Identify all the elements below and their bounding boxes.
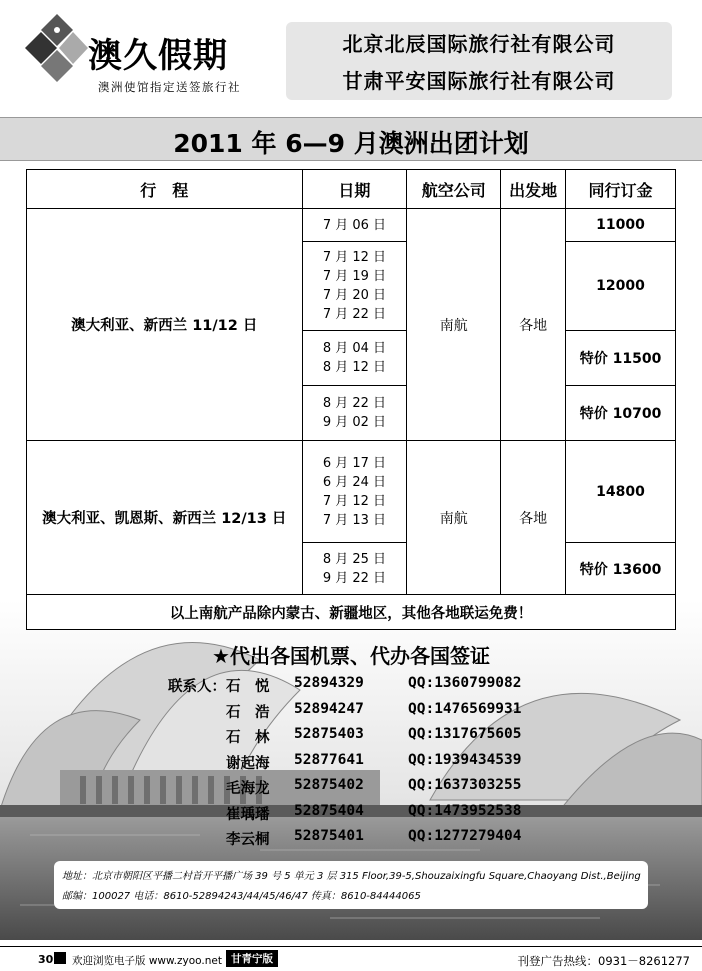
header-date: 日期 <box>302 170 407 209</box>
date-cell: 8 月 25 日 9 月 22 日 <box>302 543 407 595</box>
contact-phone: 52875402 <box>294 777 364 793</box>
transfer-note: 以上南航产品除内蒙古、新疆地区，其他各地联运免费！ <box>27 595 676 630</box>
diamond-logo-icon <box>24 12 90 84</box>
price-cell: 12000 <box>566 242 676 331</box>
contact-name: 石 悦 <box>226 679 270 695</box>
contact-name: 谢起海 <box>226 755 270 772</box>
contact-qq: QQ:1939434539 <box>408 751 522 768</box>
contact-name: 石 浩 <box>226 704 270 721</box>
company-name-1: 北京北辰国际旅行社有限公司 <box>342 32 616 56</box>
date-cell: 7 月 06 日 <box>302 209 407 242</box>
date-cell: 6 月 17 日 6 月 24 日 7 月 12 日 7 月 13 日 <box>302 441 407 543</box>
price-cell: 特价 11500 <box>566 331 676 386</box>
ad-hotline: 刊登广告热线：0931－8261277 <box>517 954 690 968</box>
departure-cell: 各地 <box>501 209 566 441</box>
contact-qq: QQ:1277279404 <box>408 828 522 844</box>
airline-cell: 南航 <box>407 441 501 595</box>
tour-table <box>26 169 676 630</box>
page-mark-icon <box>54 952 66 964</box>
contact-name: 毛海龙 <box>226 781 270 797</box>
contact-phone: 52875401 <box>294 828 364 844</box>
service-slogan: ★代出各国机票、代办各国签证 <box>212 644 490 668</box>
footer <box>0 946 702 971</box>
header-deposit: 同行订金 <box>566 170 676 209</box>
date-cell: 7 月 12 日 7 月 19 日 7 月 20 日 7 月 22 日 <box>302 242 407 331</box>
table-note-row <box>27 595 676 630</box>
contact-phone: 52875404 <box>294 802 364 819</box>
address-box <box>54 861 648 909</box>
price-cell: 11000 <box>566 209 676 242</box>
footer-website: 欢迎浏览电子版 www.zyoo.net <box>72 955 222 967</box>
company-name-2: 甘肃平安国际旅行社有限公司 <box>342 69 616 93</box>
zip-phone-fax-line: 邮编：100027 电话：8610-52894243/44/45/46/47 传真：8610-84444065 <box>62 891 421 902</box>
contact-qq: QQ:1473952538 <box>408 802 522 819</box>
brand-name: 澳久假期 <box>88 36 228 76</box>
contact-name: 石 林 <box>226 730 270 746</box>
title-band <box>0 117 702 161</box>
address-line: 地址：北京市朝阳区平播二村首开平播广场 39 号 5 单元 3 层 315 Floor,39-5,Shouzaixingfu Square,Chaoyang Dist.,Beijing <box>62 871 641 882</box>
contact-phone: 52894329 <box>294 675 364 691</box>
contact-qq: QQ:1317675605 <box>408 726 522 742</box>
contact-phone: 52875403 <box>294 726 364 742</box>
date-cell: 8 月 22 日 9 月 02 日 <box>302 386 407 441</box>
table-header-row <box>27 170 676 209</box>
contact-label: 联系人： <box>168 679 226 695</box>
route-cell: 澳大利亚、新西兰 11/12 日 <box>27 209 303 441</box>
company-box <box>286 22 672 100</box>
departure-cell: 各地 <box>501 441 566 595</box>
edition-badge: 甘青宁版 <box>226 950 278 967</box>
price-cell: 特价 13600 <box>566 543 676 595</box>
header-departure: 出发地 <box>501 170 566 209</box>
header-route: 行 程 <box>27 170 303 209</box>
table-row <box>27 441 676 543</box>
brand-subtitle: 澳洲使馆指定送签旅行社 <box>98 80 241 94</box>
page-title: 2011 年 6—9 月澳洲出团计划 <box>173 129 529 158</box>
contact-name: 崔瑀璠 <box>226 806 270 823</box>
date-cell: 8 月 04 日 8 月 12 日 <box>302 331 407 386</box>
contact-phone: 52894247 <box>294 700 364 717</box>
contact-qq: QQ:1637303255 <box>408 777 522 793</box>
contact-phone: 52877641 <box>294 751 364 768</box>
header-airline: 航空公司 <box>407 170 501 209</box>
contact-qq: QQ:1476569931 <box>408 700 522 717</box>
page-number: 30 <box>38 953 54 966</box>
contact-name: 李云桐 <box>226 832 270 848</box>
price-cell: 14800 <box>566 441 676 543</box>
price-cell: 特价 10700 <box>566 386 676 441</box>
header <box>0 0 702 114</box>
contact-qq: QQ:1360799082 <box>408 675 522 691</box>
table-row <box>27 209 676 242</box>
route-cell: 澳大利亚、凯恩斯、新西兰 12/13 日 <box>27 441 303 595</box>
airline-cell: 南航 <box>407 209 501 441</box>
